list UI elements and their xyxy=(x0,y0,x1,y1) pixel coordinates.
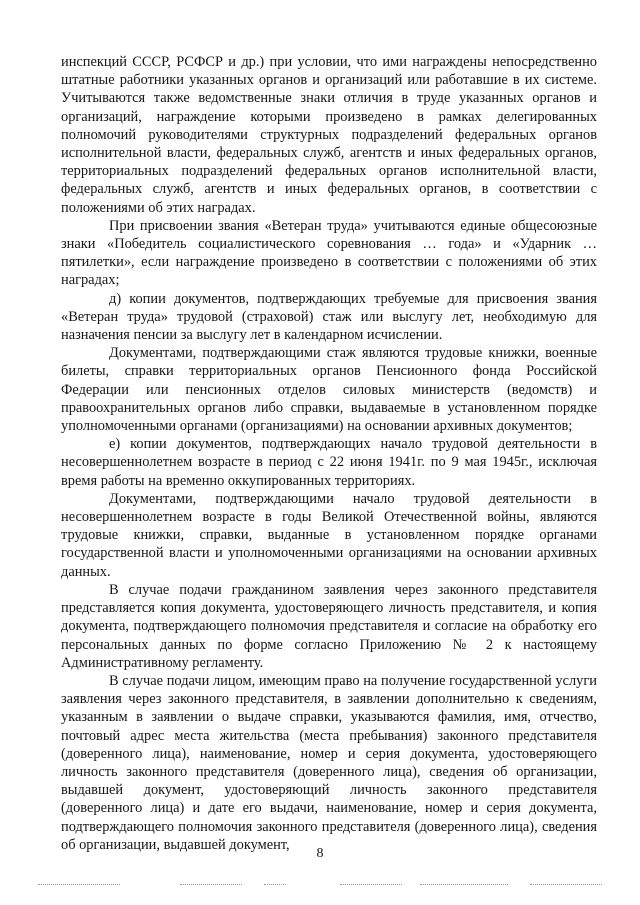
footer-divider xyxy=(420,884,508,885)
paragraph-service-documents: Документами, подтверждающими стаж являются трудовые книжки, военные билеты, справки территориальных органов Пенсионного фонда Российской Федерации или пенсионных отделов силовых министерств (ведомств) и правоохранительных органов либо справки, выдаваемые в установленном порядке уполномоченными органами (организациями) на основании архивных документов; xyxy=(61,345,597,435)
paragraph-socialist-competition-badges: При присвоении звания «Ветеран труда» учитываются единые общесоюзные знаки «Победитель социалистического соревнования … года» и «Ударник … пятилетки», если награждение произведено в соответствии с положениями об этих наградах; xyxy=(61,217,597,289)
paragraph-minor-work-documents: Документами, подтверждающими начало трудовой деятельности в несовершеннолетнем возрасте в годы Великой Отечественной войны, являются трудовые книжки, справки, выданные в установленном порядке органами государственной власти и уполномоченными организациями на основании архивных данных. xyxy=(61,490,597,580)
footer-divider xyxy=(38,884,120,885)
paragraph-representative-details: В случае подачи лицом, имеющим право на получение государственной услуги заявления через законного представителя, в заявлении дополнительно к сведениям, указанным в заявлении о выдаче справки, указываются фамилия, имя, отчество, почтовый адрес места жительства (места пребывания) законного представителя (доверенного лица), наименование, номер и серия документа, удостоверяющего личность законного представителя (доверенного лица), сведения об организации, выдавшей документ, удостоверяющий личность законного представителя (доверенного лица) и дате его выдачи, наименование, номер и серия документа, подтверждающего полномочия законного представителя (доверенного лица), сведения об организации, выдавшей документ, xyxy=(61,672,597,853)
footer-divider xyxy=(340,884,402,885)
paragraph-awards-continuation: инспекций СССР, РСФСР и др.) при условии, что ими награждены непосредственно штатные работники указанных органов и организаций или работавшие в их системе. Учитываются также ведомственные знаки отличия в труде указанных органов и организаций, награждение которыми произведено в рамках делегированных полномочий руководителями структурных подразделений федеральных органов исполнительной власти, федеральных служб, агентств и иных федеральных органов, территориальных подразделений федеральных органов исполнительной власти, федеральных служб, агентств и иных федеральных органов, в соответствии с положениями об этих наградах. xyxy=(61,54,597,216)
page-number: 8 xyxy=(316,846,324,861)
footer-divider xyxy=(264,884,286,885)
footer-divider xyxy=(530,884,602,885)
footer-divider xyxy=(180,884,242,885)
paragraph-item-e: е) копии документов, подтверждающих начало трудовой деятельности в несовершеннолетнем возрасте в период с 22 июня 1941г. по 9 мая 1945г., исключая время работы на временно оккупированных территориях. xyxy=(61,436,597,489)
paragraph-legal-representative: В случае подачи гражданином заявления через законного представителя представляется копия документа, удостоверяющего личность представителя, и копия документа, подтверждающего полномочия представителя и согласие на обработку его персональных данных по форме согласно Приложению № 2 к настоящему Административному регламенту. xyxy=(61,581,597,671)
document-body xyxy=(61,53,597,854)
paragraph-item-d: д) копии документов, подтверждающих требуемые для присвоения звания «Ветеран труда» трудовой (страховой) стаж или выслугу лет, необходимую для назначения пенсии за выслугу лет в календарном исчислении. xyxy=(61,290,597,344)
